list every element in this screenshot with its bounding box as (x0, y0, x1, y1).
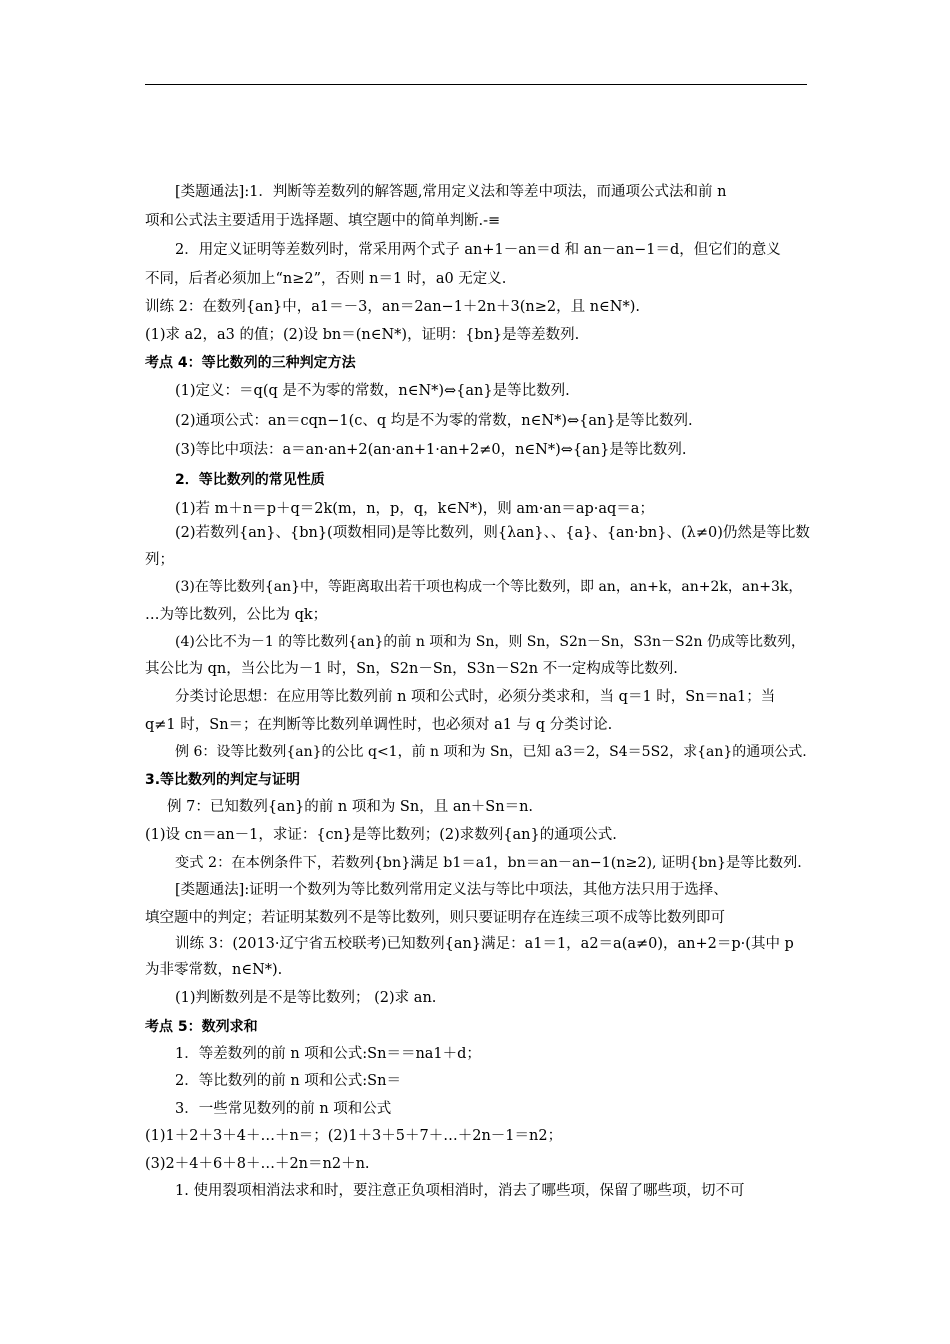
text-line: 2．等比数列的前 n 项和公式:Sn＝ (175, 1073, 401, 1089)
text-line: 列； (145, 552, 174, 568)
subsection-heading: 2．等比数列的常见性质 (175, 472, 325, 488)
text-line: 其公比为 qn，当公比为－1 时，Sn，S2n－Sn，S3n－S2n 不一定构成等比数列. (145, 661, 678, 677)
text-line: (2)若数列{an}、{bn}(项数相同)是等比数列，则{λan}、、{a}、{an·bn}、(λ≠0)仍然是等比数 (175, 525, 810, 541)
section-heading: 3.等比数列的判定与证明 (145, 772, 301, 788)
text-line: 为非零常数，n∈N*). (145, 962, 283, 978)
text-line: 训练 3：(2013·辽宁省五校联考)已知数列{an}满足：a1＝1，a2＝a(a≠0)，an+2＝p·(其中 p (175, 936, 794, 952)
text-line: [类题通法]:证明一个数列为等比数列常用定义法与等比中项法，其他方法只用于选择、 (175, 882, 728, 898)
text-line: 分类讨论思想：在应用等比数列前 n 项和公式时，必须分类求和，当 q＝1 时，Sn＝na1；当 (175, 689, 776, 705)
text-line: 项和公式法主要适用于选择题、填空题中的简单判断.-≡ (145, 213, 501, 229)
text-line: (1)求 a2，a3 的值；(2)设 bn＝(n∈N*)，证明：{bn}是等差数列. (145, 327, 580, 343)
text-line: (3)等比中项法：a＝an·an+2(an·an+1·an+2≠0，n∈N*)⇔{an}是等比数列. (175, 442, 687, 458)
text-line: 不同，后者必须加上“n≥2”，否则 n＝1 时，a0 无定义. (145, 271, 507, 287)
text-line: (1)判断数列是不是等比数列； (2)求 an. (175, 990, 437, 1006)
text-line: 例 6：设等比数列{an}的公比 q<1，前 n 项和为 Sn，已知 a3＝2，S4＝5S2，求{an}的通项公式. (175, 744, 807, 760)
text-line: (1)定义：＝q(q 是不为零的常数，n∈N*)⇔{an}是等比数列. (175, 383, 570, 399)
text-line: 3．一些常见数列的前 n 项和公式 (175, 1101, 392, 1117)
text-line: (3)在等比数列{an}中，等距离取出若干项也构成一个等比数列，即 an，an+k，an+2k，an+3k， (175, 579, 803, 595)
text-line: 1．等差数列的前 n 项和公式:Sn＝＝na1＋d； (175, 1046, 481, 1062)
text-line: 例 7：已知数列{an}的前 n 项和为 Sn，且 an＋Sn＝n. (167, 799, 534, 815)
section-heading: 考点 5：数列求和 (145, 1019, 258, 1035)
text-line: (1)1＋2＋3＋4＋…＋n＝；(2)1＋3＋5＋7＋…＋2n－1＝n2； (145, 1128, 563, 1144)
text-line: (1)若 m＋n＝p＋q＝2k(m，n，p，q，k∈N*)，则 am·an＝ap·aq＝a； (175, 501, 654, 517)
text-line: (2)通项公式：an＝cqn−1(c、q 均是不为零的常数，n∈N*)⇔{an}是等比数列. (175, 413, 693, 429)
text-line: 填空题中的判定；若证明某数列不是等比数列，则只要证明存在连续三项不成等比数列即可 (145, 910, 725, 926)
header-rule (145, 84, 807, 85)
section-heading: 考点 4：等比数列的三种判定方法 (145, 355, 356, 371)
text-line: (4)公比不为－1 的等比数列{an}的前 n 项和为 Sn，则 Sn，S2n－Sn，S3n－S2n 仍成等比数列， (175, 634, 805, 650)
text-line: 变式 2：在本例条件下，若数列{bn}满足 b1＝a1，bn＝an－an−1(n≥2), 证明{bn}是等比数列. (175, 855, 802, 871)
text-line: 1. 使用裂项相消法求和时，要注意正负项相消时，消去了哪些项，保留了哪些项，切不可 (175, 1183, 745, 1199)
text-line: …为等比数列，公比为 qk； (145, 607, 328, 623)
text-line: (3)2＋4＋6＋8＋…＋2n＝n2＋n. (145, 1156, 370, 1172)
text-line: 训练 2：在数列{an}中，a1＝－3，an＝2an−1＋2n＋3(n≥2，且 n∈N*). (145, 299, 640, 315)
text-line: q≠1 时，Sn＝；在判断等比数列单调性时，也必须对 a1 与 q 分类讨论. (145, 717, 613, 733)
text-line: [类题通法]:1．判断等差数列的解答题,常用定义法和等差中项法，而通项公式法和前 n (175, 184, 727, 200)
text-line: (1)设 cn＝an－1，求证：{cn}是等比数列；(2)求数列{an}的通项公式. (145, 827, 617, 843)
text-line: 2．用定义证明等差数列时，常采用两个式子 an+1－an＝d 和 an－an−1＝d，但它们的意义 (175, 242, 781, 258)
